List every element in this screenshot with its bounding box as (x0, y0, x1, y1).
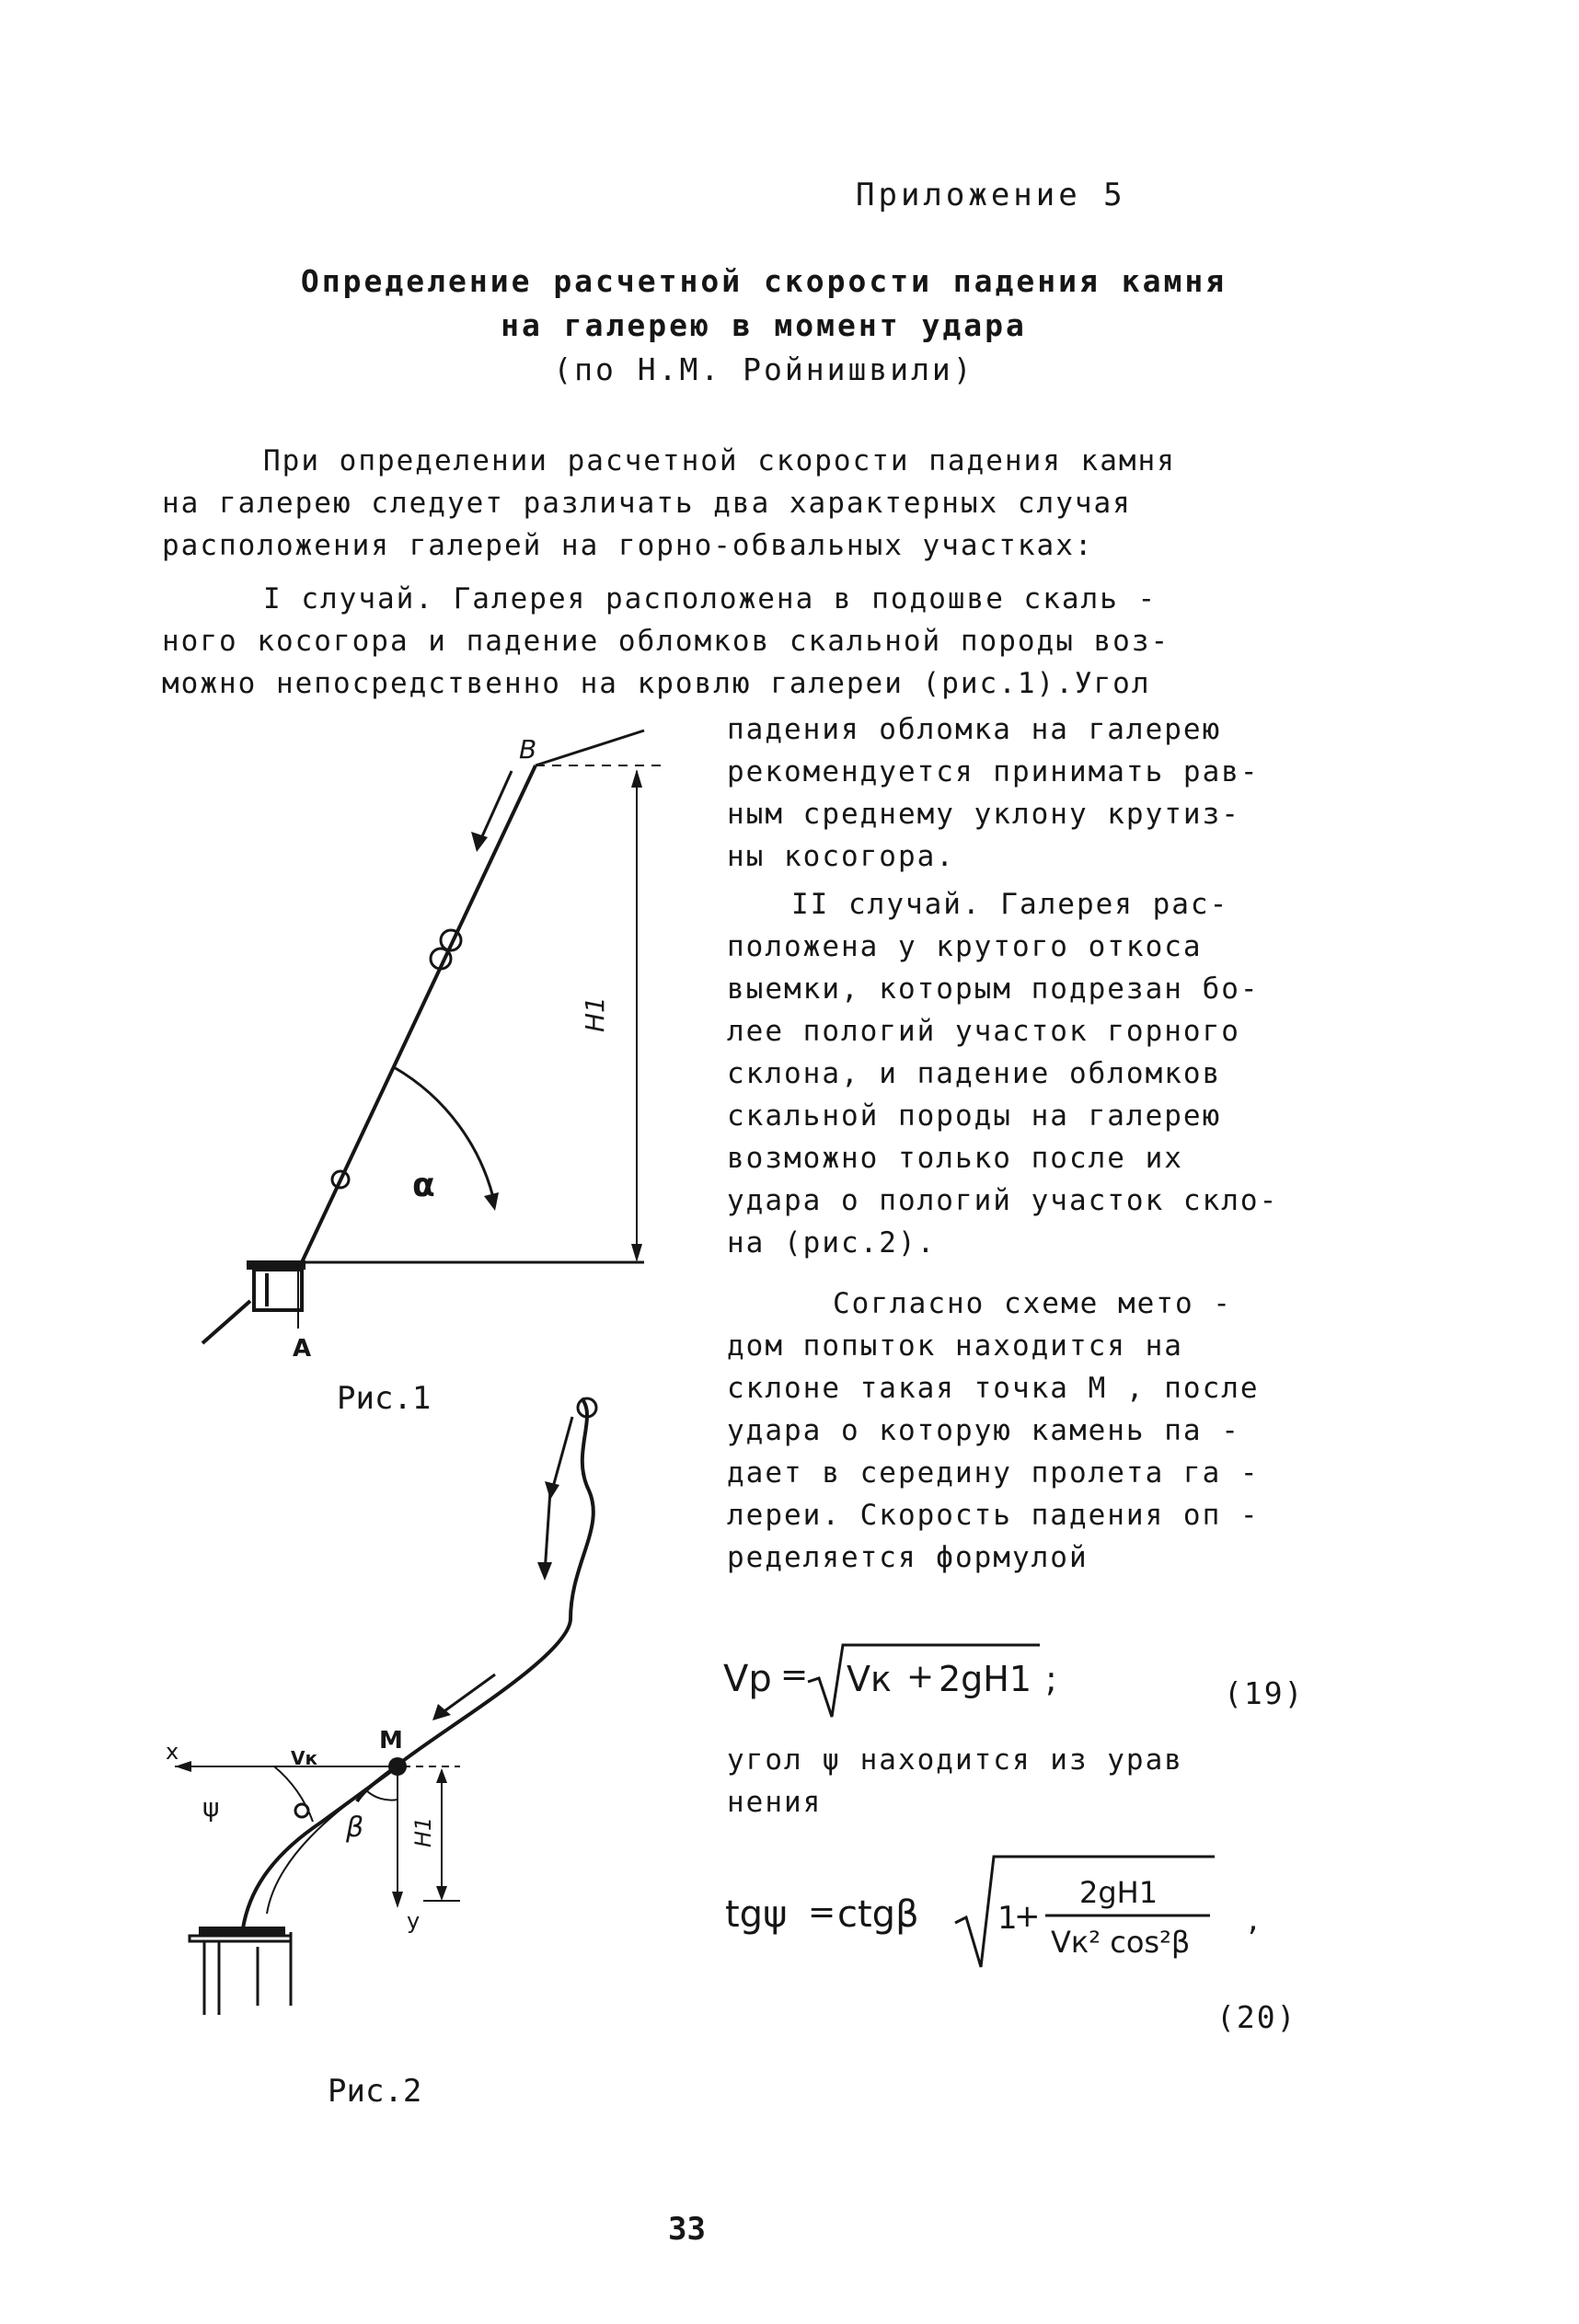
figure-2-caption: Рис.2 (328, 2073, 422, 2110)
case2-line-9: на (рис.2). (727, 1226, 937, 1260)
method-line-2: дом попыток находится на (727, 1329, 1183, 1363)
psi-line-2: нения (727, 1786, 823, 1819)
eq19-term2: 2gH1 (939, 1659, 1032, 1699)
fig2-label-M: М (379, 1727, 403, 1755)
case1-right-line-2: рекомендуется принимать рав- (727, 755, 1260, 788)
method-line-6: лереи. Скорость падения оп - (727, 1499, 1260, 1532)
case1-paragraph (162, 578, 1170, 705)
case1-line-1: I случай. Галерея расположена в подошве скаль - (263, 582, 1158, 616)
figure-2 (166, 1380, 699, 2024)
page-number: 33 (668, 2211, 706, 2248)
case2-line-3: выемки, которым подрезан бо- (727, 972, 1260, 1006)
case2-line-2: положена у крутого откоса (727, 930, 1203, 963)
case2-line-4: лее пологий участок горного (727, 1015, 1240, 1048)
eq19-lhs: Vp (723, 1658, 772, 1700)
case1-right-line-3: ным среднему уклону крутиз- (727, 798, 1240, 831)
case1-right-line-4: ны косогора. (727, 840, 955, 873)
fig2-label-beta: β (346, 1812, 364, 1844)
psi-paragraph (727, 1739, 1183, 1824)
method-paragraph (727, 1283, 1260, 1579)
fig2-height-arrow-bottom (436, 1886, 447, 1901)
fig2-arrowhead-2 (537, 1562, 552, 1581)
fig2-gallery-beam (190, 1936, 291, 1941)
intro-paragraph (162, 440, 1176, 567)
eq19-term1: Vк (847, 1659, 892, 1699)
fig1-label-A: А (293, 1335, 312, 1363)
eq20-ctg: ctgβ (837, 1893, 919, 1936)
fig1-label-B: В (519, 734, 537, 765)
case1-right-column (727, 708, 1260, 878)
fig1-label-H: H1 (580, 996, 610, 1032)
eq19-semicolon: ; (1045, 1659, 1057, 1699)
eq20-num: 2gH1 (1079, 1875, 1158, 1910)
eq19-plus: + (906, 1658, 935, 1696)
fig2-bounce-path (267, 1770, 394, 1914)
fig2-lower-slope (243, 1766, 398, 1928)
case2-line-1: II случай. Галерея рас- (791, 888, 1229, 921)
fig1-terrain-line (536, 731, 644, 765)
case2-line-8: удара о пологий участок скло- (727, 1184, 1279, 1217)
formula-20 (718, 1838, 1307, 1985)
fig1-height-arrow-top (631, 769, 642, 788)
fig1-gallery-frame (254, 1270, 302, 1310)
fig2-arrowhead-1 (545, 1481, 559, 1500)
fig2-arrow-1 (552, 1417, 572, 1490)
intro-line-2: на галерею следует различать два характерных случая (162, 487, 1132, 520)
eq20-lhs: tgψ (725, 1893, 788, 1936)
title-line-2: на галерею в момент удара (501, 307, 1027, 343)
eq20-number: (20) (1216, 1999, 1297, 2035)
case1-line-2: ного косогора и падение обломков скальной породы воз- (162, 625, 1170, 658)
case1-right-line-1: падения обломка на галерею (727, 713, 1222, 746)
fig2-label-psi: ψ (202, 1792, 220, 1823)
case2-line-7: возможно только после их (727, 1142, 1183, 1175)
intro-line-3: расположения галерей на горно-обвальных участках: (162, 529, 1094, 562)
fig1-fall-arrow (478, 771, 512, 845)
fig2-arrow-3 (442, 1674, 495, 1713)
appendix-label: Приложение 5 (856, 177, 1126, 213)
fig1-height-arrow-bottom (631, 1244, 642, 1262)
fig2-label-H: H1 (410, 1816, 436, 1847)
fig2-arrowhead-3 (432, 1704, 451, 1720)
eq20-one: 1 (997, 1900, 1018, 1937)
fig1-ground-line (202, 1301, 250, 1343)
case1-line-3: можно непосредственно на кровлю галереи (рис.1).Угол (162, 667, 1151, 700)
method-line-3: склоне такая точка М , после (727, 1372, 1260, 1405)
figure-1 (184, 718, 699, 1380)
fig1-label-alpha: α (412, 1167, 435, 1204)
fig2-height-arrow-top (436, 1768, 447, 1783)
eq20-den: Vк² cos²β (1051, 1925, 1191, 1960)
fig2-label-Vk: Vк (291, 1747, 318, 1769)
fig2-beta-arc (366, 1790, 398, 1801)
fig1-alpha-arrowhead (484, 1192, 499, 1211)
method-line-4: удара о которую камень па - (727, 1414, 1240, 1447)
psi-line-1: угол ψ находится из урав (727, 1743, 1183, 1777)
fig2-label-x: x (166, 1739, 179, 1765)
title-line-1: Определение расчетной скорости падения камня (300, 263, 1227, 299)
case2-paragraph (727, 883, 1278, 1264)
eq20-eq: = (808, 1893, 836, 1931)
document-title (166, 259, 1362, 392)
title-line-3: (по Н.М. Ройнишвили) (553, 351, 974, 387)
fig1-alpha-arc (394, 1067, 495, 1205)
intro-line-1: При определении расчетной скорости падения камня (263, 444, 1176, 477)
method-line-5: дает в середину пролета га - (727, 1456, 1260, 1490)
fig1-fall-arrowhead (471, 832, 488, 852)
eq20-comma: , (1248, 1901, 1259, 1939)
eq19-eq: = (780, 1656, 809, 1694)
figure-1-caption: Рис.1 (337, 1380, 432, 1417)
case2-line-5: склона, и падение обломков (727, 1057, 1222, 1090)
method-line-7: ределяется формулой (727, 1541, 1089, 1574)
fig2-y-arrowhead (392, 1892, 403, 1908)
case2-line-6: скальной породы на галерею (727, 1099, 1222, 1133)
eq19-number: (19) (1224, 1675, 1305, 1711)
method-line-1: Согласно схеме мето - (833, 1287, 1232, 1320)
fig2-arrow-2 (545, 1490, 550, 1573)
fig2-label-y: y (407, 1908, 421, 1934)
eq20-plus: + (1014, 1898, 1041, 1935)
